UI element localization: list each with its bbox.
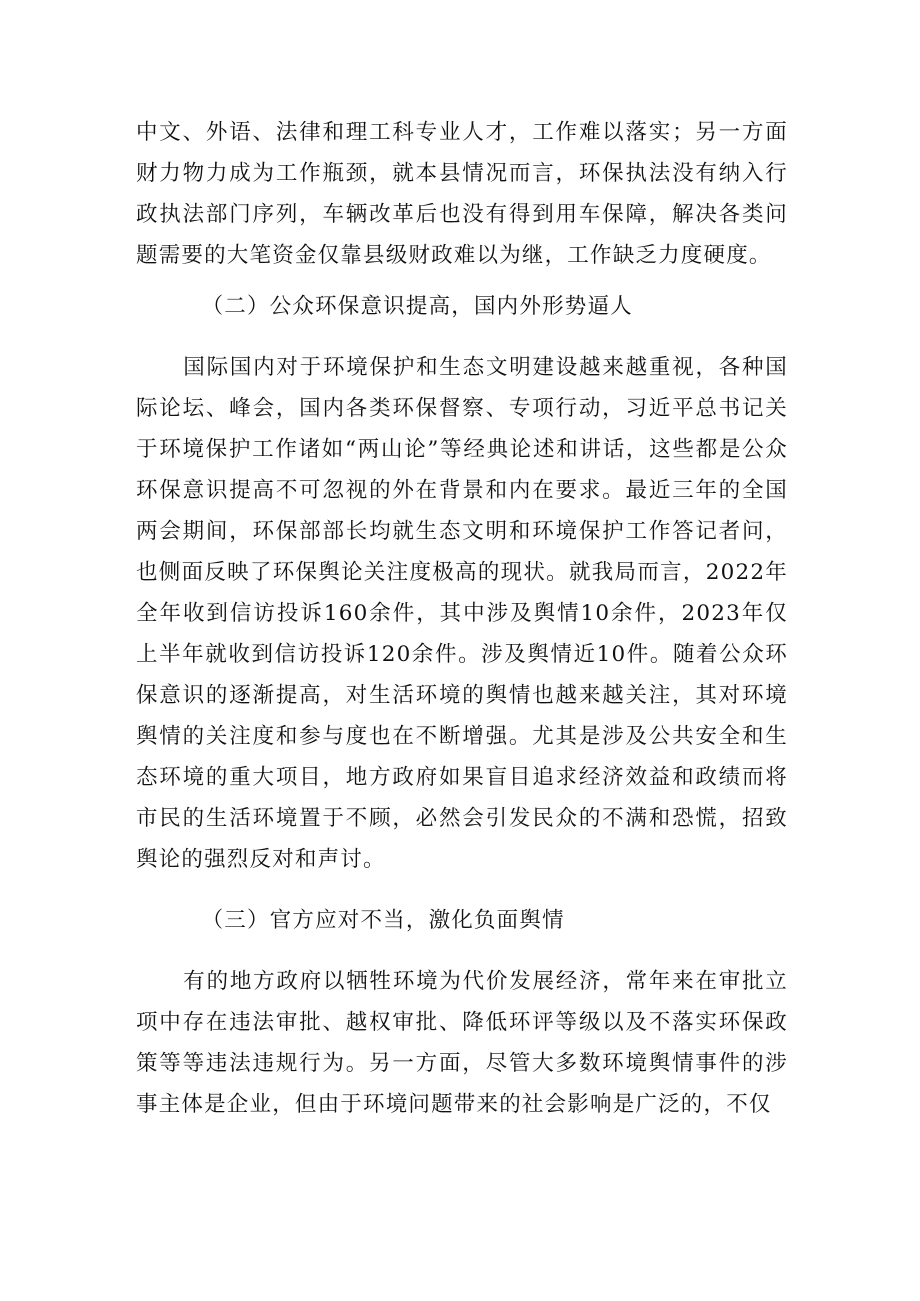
paragraph-continuation: 中文、外语、法律和理工科专业人才，工作难以落实；另一方面财力物力成为工作瓶颈，就本县情况而言，环保执法没有纳入行政执法部门序列，车辆改革后也没有得到用车保障，解决各类问题需要的大笔资金仅靠县级财政难以为继，工作缺乏力度硬度。 bbox=[136, 120, 788, 268]
section-heading-2: （二）公众环保意识提高，国内外形势逼人 bbox=[201, 294, 633, 319]
paragraph-public-awareness: 国际国内对于环境保护和生态文明建设越来越重视，各种国际论坛、峰会，国内各类环保督察、专项行动，习近平总书记关于环境保护工作诸如“两山论”等经典论述和讲话，这些都是公众环保意识提高不可忽视的外在背景和内在要求。最近三年的全国两会期间，环保部部长均就生态文明和环境保护工作答记者问，也侧面反映了环保舆论关注度极高的现状。就我局而言，2022年全年收到信访投诉160余件，其中涉及舆情10余件，2023年仅上半年就收到信访投诉120余件。涉及舆情近10件。随着公众环保意识的逐渐提高，对生活环境的舆情也越来越关注，其对环境舆情的关注度和参与度也在不断增强。尤其是涉及公共安全和生态环境的重大项目，地方政府如果盲目追求经济效益和政绩而将市民的生活环境置于不顾，必然会引发民众的不满和恐慌，招致舆论的强烈反对和声讨。 bbox=[136, 355, 788, 872]
spacer bbox=[136, 941, 788, 961]
paragraph-official-response: 有的地方政府以牺牲环境为代价发展经济，常年来在审批立项中存在违法审批、越权审批、降低环评等级以及不落实环保政策等等违法违规行为。另一方面，尽管大多数环境舆情事件的涉事主体是企业，但由于环境问题带来的社会影响是广泛的，不仅 bbox=[136, 969, 788, 1117]
section-heading-3: （三）官方应对不当，激化负面舆情 bbox=[201, 908, 565, 933]
spacer bbox=[136, 276, 788, 286]
document-body bbox=[136, 112, 788, 1125]
spacer bbox=[136, 880, 788, 900]
spacer bbox=[136, 327, 788, 347]
